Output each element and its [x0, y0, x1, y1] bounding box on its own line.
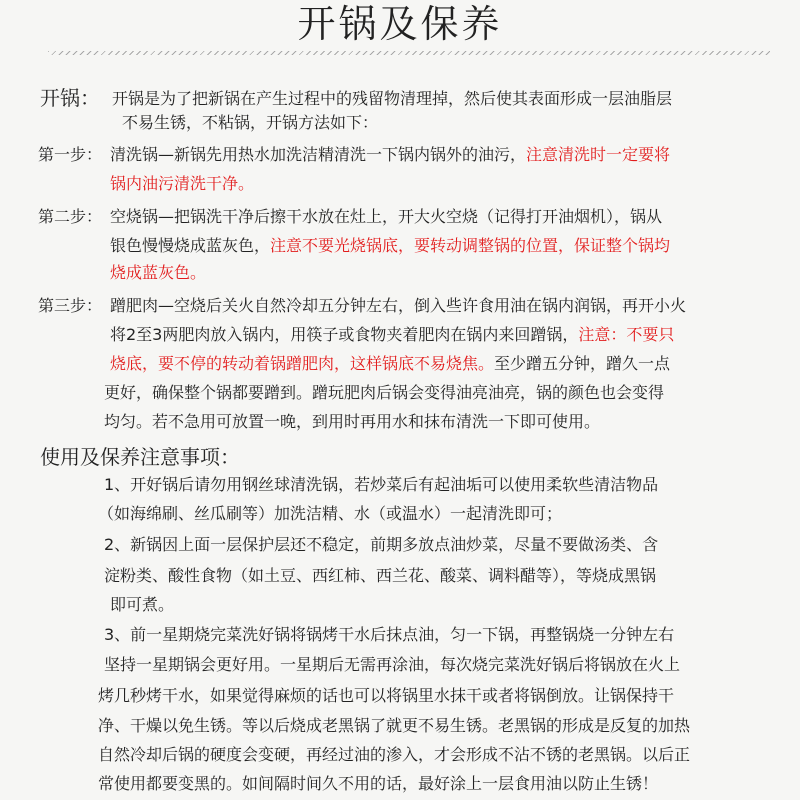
- step-3-warning-a: 注意：不要只: [578, 325, 675, 344]
- step-3-text: 将2至3两肥肉放入锅内，用筷子或食物夹着肥肉在锅内来回蹭锅，: [110, 325, 579, 344]
- step-3-text-b: 至少蹭五分钟，蹭久一点: [494, 354, 671, 373]
- step-2-line-3: 烧成蓝灰色。: [110, 263, 207, 282]
- step-3-line-4: 更好，确保整个锅都要蹭到。蹭玩肥肉后锅会变得油亮油亮，锅的颜色也会变得: [104, 383, 665, 402]
- page-title: 开锅及保养: [297, 2, 503, 46]
- step-3-warning-b: 烧底，要不停的转动着锅蹭肥肉，这样锅底不易烧焦。: [110, 354, 495, 373]
- step-1-warning: 注意清洗时一定要将: [526, 145, 671, 164]
- step-1-line-1: [110, 145, 670, 165]
- step-3-line-2: [110, 325, 674, 345]
- step-1-text: 清洗锅—新锅先用热水加洗洁精清洗一下锅内锅外的油污，: [110, 145, 527, 164]
- care-line: 烤几秒烤干水，如果觉得麻烦的话也可以将锅里水抹干或者将锅倒放。让锅保持干: [98, 686, 675, 705]
- kaiguo-label: 开锅：: [40, 86, 100, 110]
- step-2-text: 银色慢慢烧成蓝灰色，: [110, 236, 271, 255]
- step-3-line-5: 均匀。若不急用可放置一晚，到用时再用水和抹布清洗一下即可使用。: [104, 412, 601, 431]
- kaiguo-intro-line-1: 开锅是为了把新锅在产生过程中的残留物清理掉，然后使其表面形成一层油脂层: [112, 89, 673, 108]
- step-2-warning: 注意不要光烧锅底，要转动调整锅的位置，保证整个锅均: [270, 236, 671, 255]
- step-3-line-1: 蹭肥肉—空烧后关火自然冷却五分钟左右，倒入些许食用油在锅内润锅，再开小火: [110, 296, 687, 315]
- step-1-label: 第一步：: [38, 145, 103, 164]
- care-heading: 使用及保养注意事项：: [40, 445, 240, 469]
- step-3-label: 第三步：: [38, 296, 103, 315]
- dashed-divider: [48, 51, 770, 55]
- care-line: 2、新锅因上面一层保护层还不稳定，前期多放点油炒菜，尽量不要做汤类、含: [104, 535, 659, 554]
- step-3-line-3: [110, 354, 670, 374]
- care-line: 淀粉类、酸性食物（如土豆、西红柿、西兰花、酸菜、调料醋等），等烧成黑锅: [104, 566, 657, 585]
- step-2-line-2: [110, 236, 670, 256]
- care-line: （如海绵刷、丝瓜刷等）加洗洁精、水（或温水）一起清洗即可；: [98, 504, 563, 523]
- care-line: 3、前一星期烧完菜洗好锅将锅烤干水后抹点油，匀一下锅，再整锅烧一分钟左右: [104, 625, 675, 644]
- care-line: 1、开好锅后请勿用钢丝球清洗锅，若炒菜后有起油垢可以使用柔软些清洁物品: [104, 475, 659, 494]
- kaiguo-intro-line-2: 不易生锈，不粘锅，开锅方法如下：: [122, 113, 379, 132]
- care-line: 净、干燥以免生锈。等以后烧成老黑锅了就更不易生锈。老黑锅的形成是反复的加热: [98, 716, 691, 735]
- step-1-line-2: 锅内油污清洗干净。: [110, 174, 255, 193]
- care-line: 坚持一星期锅会更好用。一星期后无需再涂油，每次烧完菜洗好锅后将锅放在火上: [104, 655, 681, 674]
- care-line: 即可煮。: [110, 595, 175, 614]
- step-2-label: 第二步：: [38, 207, 103, 226]
- care-line: 自然冷却后锅的硬度会变硬，再经过油的渗入，才会形成不沾不锈的老黑锅。以后正: [98, 745, 691, 764]
- care-line: 常使用都要变黑的。如间隔时间久不用的话，最好涂上一层食用油以防止生锈！: [98, 774, 659, 793]
- step-2-line-1: 空烧锅—把锅洗干净后擦干水放在灶上，开大火空烧（记得打开油烟机），锅从: [110, 207, 663, 226]
